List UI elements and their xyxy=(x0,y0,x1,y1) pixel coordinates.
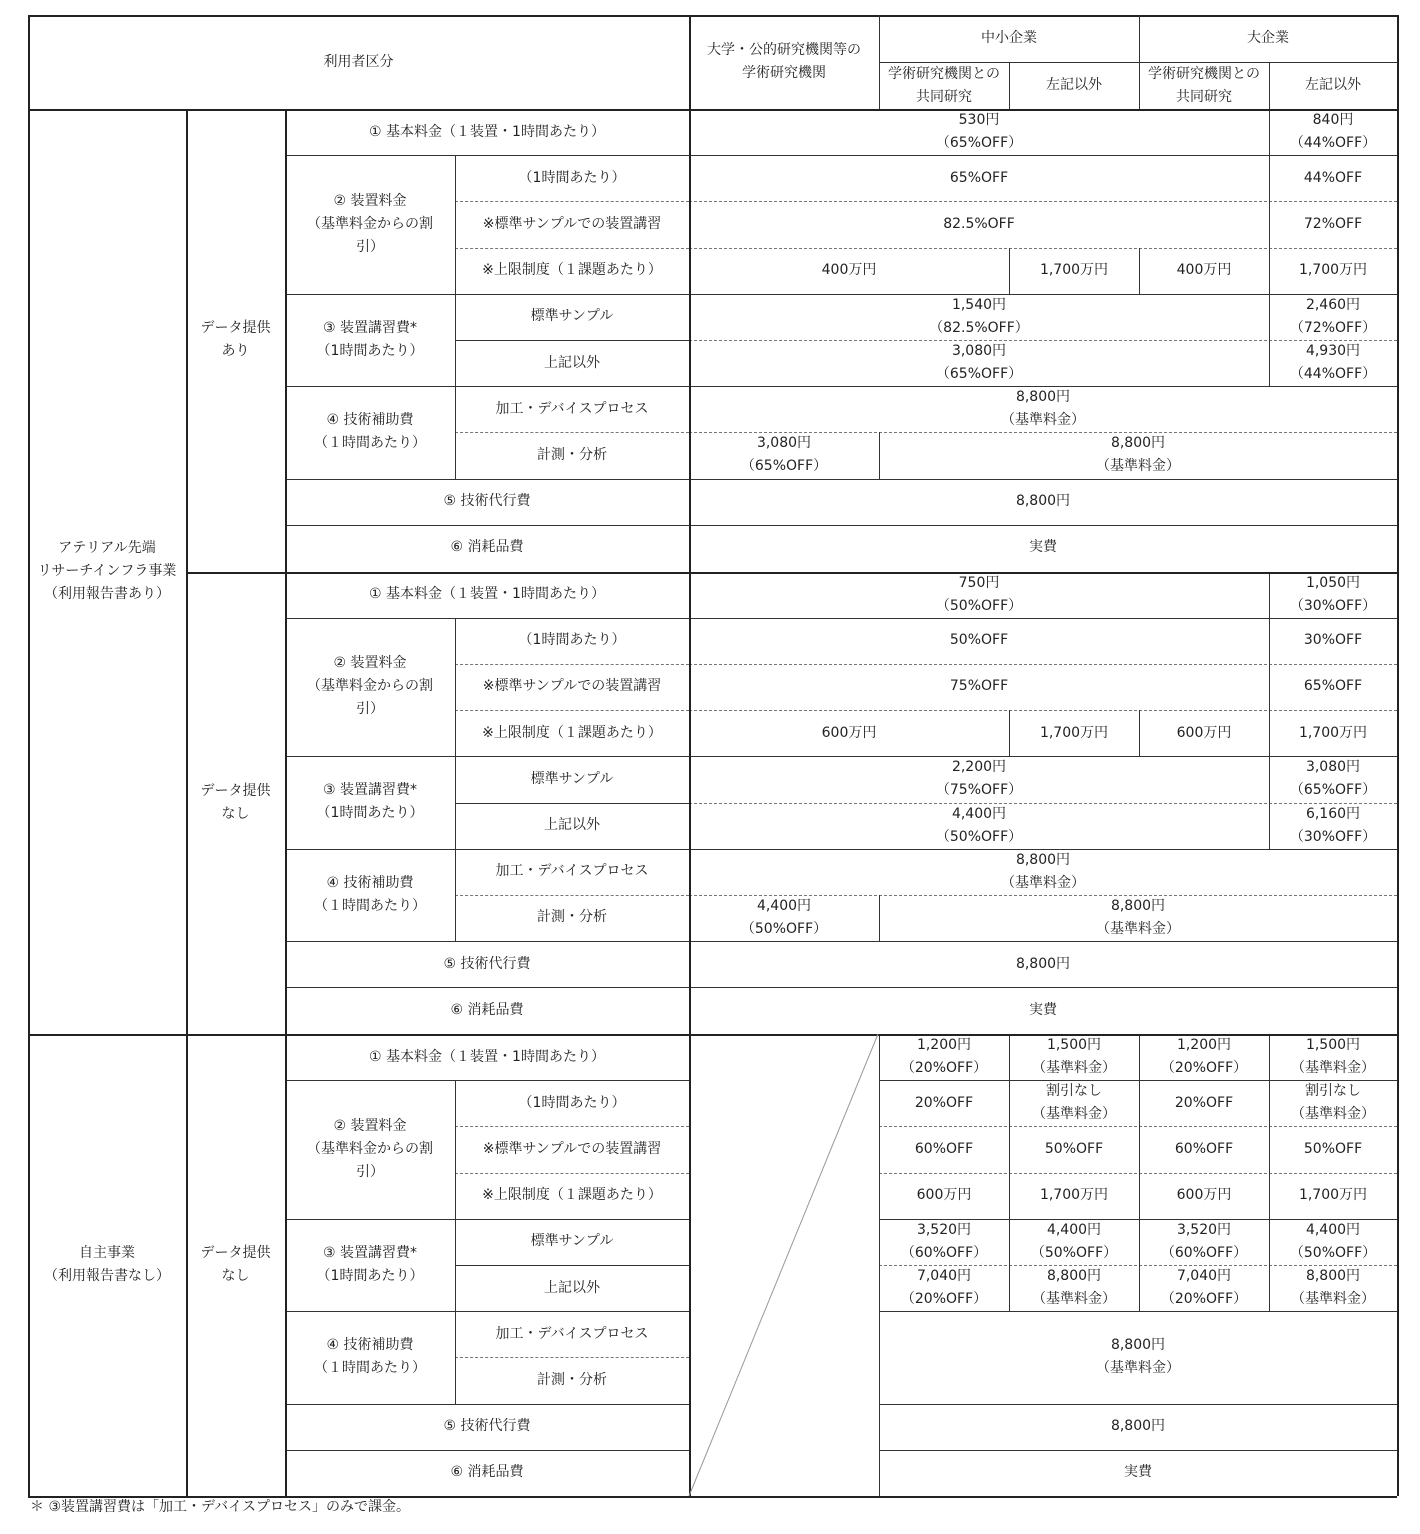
group-arim: アテリアル先端 リサーチインフラ事業 （利用報告書あり） xyxy=(37,540,177,602)
value-cell: 600万円 xyxy=(916,1187,972,1204)
row-rule xyxy=(455,432,689,433)
item-consumables: ⑥ 消耗品費 xyxy=(450,539,524,556)
item-equipment-fee: ② 装置料金 （基準料金からの割 引） xyxy=(307,655,433,718)
value-cell: 50%OFF xyxy=(949,632,1009,649)
value-cell: 65%OFF xyxy=(1303,678,1363,695)
row-rule xyxy=(285,941,1397,942)
column-rule xyxy=(1009,248,1010,294)
header-user-category: 利用者区分 xyxy=(323,53,394,70)
row-rule xyxy=(879,1173,1397,1174)
item-cap: ※上限制度（１課題あたり） xyxy=(482,262,662,279)
value-cell: 8,800円 xyxy=(1015,493,1071,510)
data-provision-s1: データ提供 あり xyxy=(200,320,271,359)
row-rule xyxy=(689,710,1397,711)
value-cell: 8,800円 xyxy=(1015,955,1071,972)
value-cell: 1,540円 （82.5%OFF） xyxy=(929,296,1029,336)
value-cell: 20%OFF xyxy=(1174,1094,1234,1111)
data-provision-s3: データ提供 なし xyxy=(200,1245,271,1284)
row-rule xyxy=(285,1080,689,1081)
row-rule xyxy=(285,155,1397,156)
row-rule xyxy=(689,895,1397,896)
row-rule xyxy=(186,572,1397,574)
value-cell: 600万円 xyxy=(1176,1187,1232,1204)
row-rule xyxy=(879,1311,1397,1312)
column-rule xyxy=(1139,1034,1140,1311)
header-large: 大企業 xyxy=(1247,30,1289,46)
value-cell: 30%OFF xyxy=(1303,632,1363,649)
row-rule xyxy=(455,1126,689,1127)
value-cell: 50%OFF xyxy=(1303,1140,1363,1157)
header-sme-joint: 学術研究機関との 共同研究 xyxy=(888,65,1000,105)
value-cell: 20%OFF xyxy=(914,1094,974,1111)
column-rule xyxy=(455,1080,456,1403)
row-rule xyxy=(285,525,1397,526)
value-cell: 50%OFF xyxy=(1044,1140,1104,1157)
value-cell: 4,400円 （50%OFF） xyxy=(740,897,828,937)
value-cell: 3,520円 （60%OFF） xyxy=(900,1221,988,1261)
row-rule xyxy=(28,15,1397,17)
value-cell: 44%OFF xyxy=(1303,169,1363,186)
value-cell: 1,700万円 xyxy=(1039,1187,1109,1204)
value-cell: 8,800円 xyxy=(1110,1418,1166,1435)
row-rule xyxy=(285,294,1397,295)
value-cell: 750円 （50%OFF） xyxy=(935,574,1023,614)
footnote: ＊ ③装置講習費は「加工・デバイスプロセス」のみで課金。 xyxy=(30,1499,411,1515)
header-sme-other: 左記以外 xyxy=(1046,77,1102,93)
column-rule xyxy=(1269,1034,1270,1311)
item-basic-fee: ① 基本料金（１装置・1時間あたり） xyxy=(369,123,605,140)
row-rule xyxy=(285,849,1397,850)
column-rule xyxy=(285,109,287,1496)
item-tech-proxy: ⑤ 技術代行費 xyxy=(443,493,531,510)
value-cell: 1,500円 （基準料金） xyxy=(1032,1037,1116,1077)
value-cell: 8,800円 （基準料金） xyxy=(1001,389,1085,429)
column-rule xyxy=(28,15,30,1496)
row-rule xyxy=(879,62,1397,63)
value-cell: 1,500円 （基準料金） xyxy=(1291,1037,1375,1077)
value-cell: 840円 （44%OFF） xyxy=(1289,112,1377,152)
row-rule xyxy=(879,1265,1397,1266)
value-cell: 8,800円 （基準料金） xyxy=(1096,897,1180,937)
value-cell: 4,930円 （44%OFF） xyxy=(1289,343,1377,383)
row-rule xyxy=(879,1219,1397,1220)
row-rule xyxy=(285,1450,689,1451)
row-rule xyxy=(285,1219,689,1220)
header-academic: 大学・公的研究機関等の 学術研究機関 xyxy=(707,42,861,81)
value-cell: 3,080円 （65%OFF） xyxy=(1289,759,1377,799)
item-standard-training: ※標準サンプルでの装置講習 xyxy=(482,1140,662,1157)
value-cell: 3,520円 （60%OFF） xyxy=(1160,1221,1248,1261)
column-rule xyxy=(1009,1034,1010,1311)
value-cell: 600万円 xyxy=(821,724,877,741)
item-basic-fee: ① 基本料金（１装置・1時間あたり） xyxy=(369,586,605,603)
row-rule xyxy=(285,618,1397,619)
item-tech-assist: ④ 技術補助費 （１時間あたり） xyxy=(314,1337,426,1377)
row-rule xyxy=(689,432,1397,433)
item-tech-proxy: ⑤ 技術代行費 xyxy=(443,955,531,972)
item-tech-assist: ④ 技術補助費 （１時間あたり） xyxy=(314,412,426,452)
item-training-fee: ③ 装置講習費* （1時間あたり） xyxy=(316,1244,424,1284)
item-equipment-fee: ② 装置料金 （基準料金からの割 引） xyxy=(307,1117,433,1180)
column-rule xyxy=(1009,710,1010,756)
group-self: 自主事業 （利用報告書なし） xyxy=(44,1245,170,1284)
header-large-other: 左記以外 xyxy=(1305,77,1361,93)
item-training-fee: ③ 装置講習費* （1時間あたり） xyxy=(316,782,424,822)
row-rule xyxy=(285,987,1397,988)
item-tech-assist: ④ 技術補助費 （１時間あたり） xyxy=(314,874,426,914)
row-rule xyxy=(455,340,689,341)
row-rule xyxy=(455,710,689,711)
value-cell: 600万円 xyxy=(1176,724,1232,741)
item-training-fee: ③ 装置講習費* （1時間あたり） xyxy=(316,319,424,359)
value-cell: 3,080円 （65%OFF） xyxy=(935,343,1023,383)
value-cell: 3,080円 （65%OFF） xyxy=(740,435,828,475)
item-consumables: ⑥ 消耗品費 xyxy=(450,1464,524,1481)
item-per-hour: （1時間あたり） xyxy=(518,632,626,649)
row-rule xyxy=(455,895,689,896)
column-rule xyxy=(1397,15,1399,1496)
value-cell: 400万円 xyxy=(821,262,877,279)
item-measure: 計測・分析 xyxy=(537,446,607,463)
item-consumables: ⑥ 消耗品費 xyxy=(450,1001,524,1018)
row-rule xyxy=(879,1126,1397,1127)
column-rule xyxy=(1269,109,1270,386)
value-cell: 実費 xyxy=(1029,1001,1057,1018)
row-rule xyxy=(879,1080,1397,1081)
row-rule xyxy=(879,1450,1397,1451)
row-rule xyxy=(285,1404,689,1405)
item-standard-sample: 標準サンプル xyxy=(530,1233,614,1250)
value-cell: 2,200円 （75%OFF） xyxy=(935,759,1023,799)
value-cell: 1,050円 （30%OFF） xyxy=(1289,574,1377,614)
value-cell: 1,700万円 xyxy=(1039,724,1109,741)
column-rule xyxy=(879,895,880,941)
row-rule xyxy=(285,756,1397,757)
item-equipment-fee: ② 装置料金 （基準料金からの割 引） xyxy=(307,192,433,255)
value-cell: 1,700万円 xyxy=(1298,724,1368,741)
row-rule xyxy=(455,1265,689,1266)
data-provision-s2: データ提供 なし xyxy=(200,782,271,822)
row-rule xyxy=(689,340,1397,341)
row-rule xyxy=(28,109,1397,111)
row-rule xyxy=(285,1311,689,1312)
value-cell: 60%OFF xyxy=(1174,1140,1234,1157)
value-cell: 8,800円 （基準料金） xyxy=(1032,1268,1116,1308)
header-large-joint: 学術研究機関との 共同研究 xyxy=(1148,65,1260,105)
item-tech-proxy: ⑤ 技術代行費 xyxy=(443,1418,531,1435)
column-rule xyxy=(879,1034,880,1496)
column-rule xyxy=(1009,62,1010,109)
value-cell: 1,700万円 xyxy=(1298,1187,1368,1204)
value-cell: 8,800円 （基準料金） xyxy=(1001,851,1085,891)
item-measure: 計測・分析 xyxy=(537,1371,607,1388)
value-cell: 4,400円 （50%OFF） xyxy=(935,805,1023,845)
item-process: 加工・デバイスプロセス xyxy=(495,400,649,417)
row-rule xyxy=(689,803,1397,804)
value-cell: 2,460円 （72%OFF） xyxy=(1289,296,1377,336)
column-rule xyxy=(186,109,188,1496)
column-rule xyxy=(689,15,691,1496)
row-rule xyxy=(689,248,1397,249)
row-rule xyxy=(455,248,689,249)
row-rule xyxy=(455,803,689,804)
item-cap: ※上限制度（１課題あたり） xyxy=(482,1187,662,1204)
column-rule xyxy=(455,618,456,941)
value-cell: 1,700万円 xyxy=(1039,262,1109,279)
value-cell: 72%OFF xyxy=(1303,215,1363,232)
column-rule xyxy=(1139,15,1140,109)
column-rule xyxy=(1269,62,1270,109)
value-cell: 1,200円 （20%OFF） xyxy=(1160,1037,1248,1077)
item-per-hour: （1時間あたり） xyxy=(518,1094,626,1111)
column-rule xyxy=(1269,572,1270,849)
value-cell: 割引なし （基準料金） xyxy=(1291,1083,1375,1123)
row-rule xyxy=(455,1357,689,1358)
value-cell: 82.5%OFF xyxy=(943,215,1015,232)
item-standard-training: ※標準サンプルでの装置講習 xyxy=(482,215,662,232)
item-per-hour: （1時間あたり） xyxy=(518,169,626,186)
value-cell: 7,040円 （20%OFF） xyxy=(900,1268,988,1308)
value-cell: 4,400円 （50%OFF） xyxy=(1030,1221,1118,1261)
row-rule xyxy=(285,386,1397,387)
item-standard-sample: 標準サンプル xyxy=(530,308,614,325)
item-cap: ※上限制度（１課題あたり） xyxy=(482,724,662,741)
value-cell: 実費 xyxy=(1029,539,1057,556)
row-rule xyxy=(689,201,1397,202)
column-rule xyxy=(1139,710,1140,756)
value-cell: 割引なし （基準料金） xyxy=(1032,1083,1116,1123)
column-rule xyxy=(879,15,880,109)
value-cell: 1,700万円 xyxy=(1298,262,1368,279)
row-rule xyxy=(455,1173,689,1174)
value-cell: 1,200円 （20%OFF） xyxy=(900,1037,988,1077)
column-rule xyxy=(879,432,880,478)
item-basic-fee: ① 基本料金（１装置・1時間あたり） xyxy=(369,1048,605,1065)
row-rule xyxy=(285,479,1397,480)
item-other-than-above: 上記以外 xyxy=(544,817,600,834)
value-cell: 4,400円 （50%OFF） xyxy=(1289,1221,1377,1261)
value-cell: 400万円 xyxy=(1176,262,1232,279)
value-cell: 8,800円 （基準料金） xyxy=(1291,1268,1375,1308)
column-rule xyxy=(1139,248,1140,294)
row-rule xyxy=(879,1404,1397,1405)
item-other-than-above: 上記以外 xyxy=(544,1279,600,1296)
item-standard-training: ※標準サンプルでの装置講習 xyxy=(482,678,662,695)
value-cell: 6,160円 （30%OFF） xyxy=(1289,805,1377,845)
row-rule xyxy=(455,201,689,202)
value-cell: 7,040円 （20%OFF） xyxy=(1160,1268,1248,1308)
item-process: 加工・デバイスプロセス xyxy=(495,863,649,880)
value-cell: 65%OFF xyxy=(949,169,1009,186)
header-sme: 中小企業 xyxy=(981,30,1037,46)
column-rule xyxy=(455,155,456,478)
item-measure: 計測・分析 xyxy=(537,909,607,926)
item-standard-sample: 標準サンプル xyxy=(530,770,614,787)
value-cell: 実費 xyxy=(1124,1464,1152,1481)
value-cell: 8,800円 （基準料金） xyxy=(1096,1337,1180,1377)
value-cell: 75%OFF xyxy=(949,678,1009,695)
row-rule xyxy=(28,1034,1397,1036)
item-other-than-above: 上記以外 xyxy=(544,354,600,371)
row-rule xyxy=(455,664,689,665)
item-process: 加工・デバイスプロセス xyxy=(495,1325,649,1342)
value-cell: 60%OFF xyxy=(914,1140,974,1157)
row-rule xyxy=(689,664,1397,665)
value-cell: 8,800円 （基準料金） xyxy=(1096,435,1180,475)
value-cell: 530円 （65%OFF） xyxy=(935,112,1023,152)
